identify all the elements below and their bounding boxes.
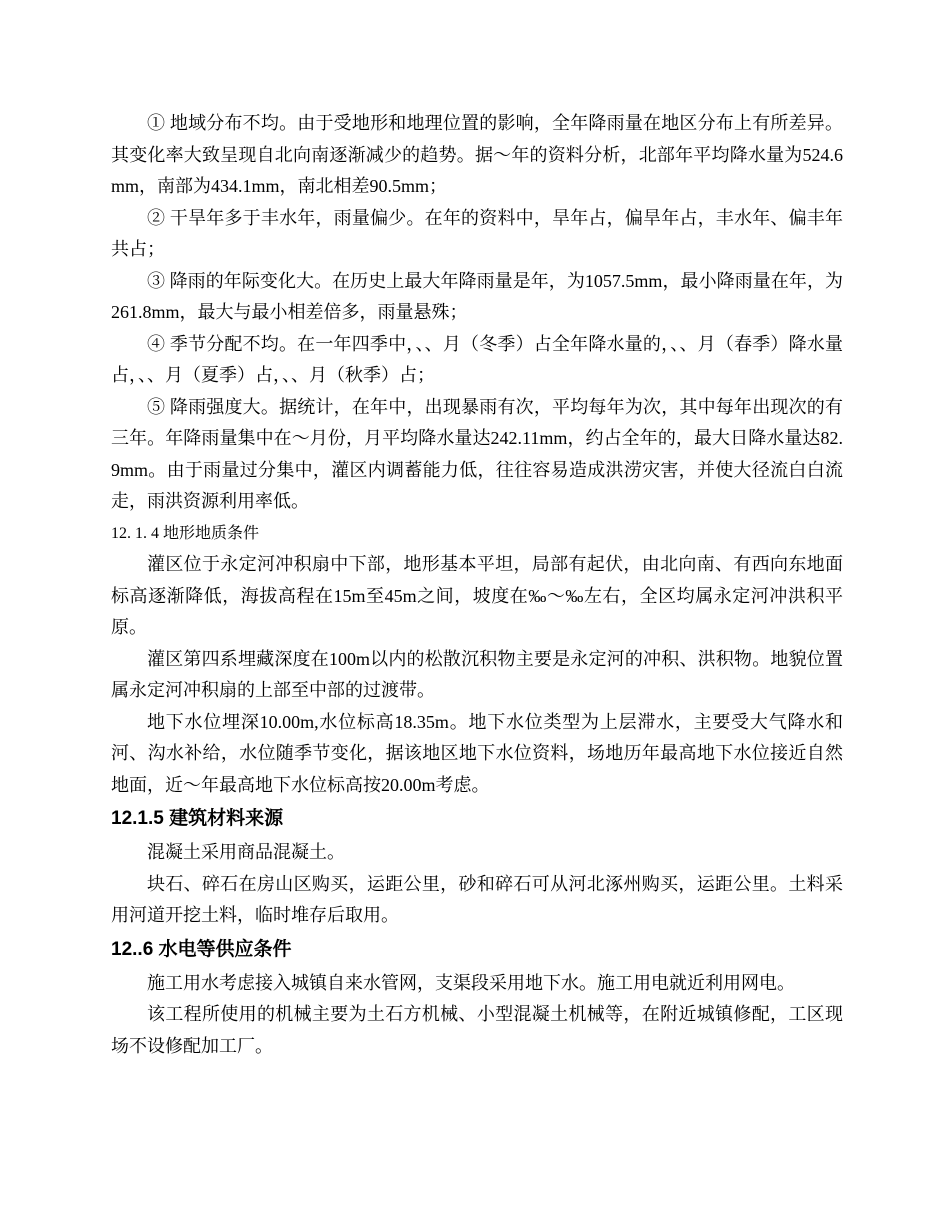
section-heading-water-power-supply: 12..6 水电等供应条件	[111, 938, 292, 960]
document-body	[111, 108, 843, 1062]
subsection-heading-terrain-geology: 12. 1. 4 地形地质条件	[111, 524, 260, 542]
paragraph-stone-sourcing: 块石、碎石在房山区购买，运距公里，砂和碎石可从河北涿州购买，运距公里。土料采用河道开挖土料，临时堆存后取用。	[111, 873, 843, 925]
paragraph-concrete: 混凝土采用商品混凝土。	[147, 842, 345, 862]
paragraph-regional-distribution: ① 地域分布不均。由于受地形和地理位置的影响，全年降雨量在地区分布上有所差异。其变化率大致呈现自北向南逐渐减少的趋势。据～年的资料分析，北部年平均降水量为524.6mm，南部为434.1mm，南北相差90.5mm；	[111, 113, 843, 196]
paragraph-quaternary: 灌区第四系埋藏深度在100m以内的松散沉积物主要是永定河的冲积、洪积物。地貌位置属永定河冲积扇的上部至中部的过渡带。	[111, 648, 843, 700]
paragraph-groundwater: 地下水位埋深10.00m,水位标高18.35m。地下水位类型为上层滞水，主要受大气降水和河、沟水补给，水位随季节变化，据该地区地下水位资料，场地历年最高地下水位接近自然地面，近～年最高地下水位标高按20.00m考虑。	[111, 711, 843, 795]
paragraph-terrain: 灌区位于永定河冲积扇中下部，地形基本平坦，局部有起伏，由北向南、有西向东地面标高逐渐降低，海拔高程在15m至45m之间，坡度在‰～‰左右，全区均属永定河冲洪积平原。	[111, 554, 843, 637]
paragraph-dry-years: ② 干旱年多于丰水年，雨量偏少。在年的资料中，旱年占，偏旱年占，丰水年、偏丰年共占；	[111, 207, 843, 259]
section-heading-building-materials: 12.1.5 建筑材料来源	[111, 808, 284, 829]
paragraph-rain-intensity: ⑤ 降雨强度大。据统计，在年中，出现暴雨有次，平均每年为次，其中每年出现次的有三年。年降雨量集中在～月份，月平均降水量达242.11mm，约占全年的，最大日降水量达82.9mm。由于雨量过分集中，灌区内调蓄能力低，往往容易造成洪涝灾害，并使大径流白白流走，雨洪资源利用率低。	[111, 396, 843, 511]
paragraph-seasonal-distribution: ④ 季节分配不均。在一年四季中，、、月（冬季）占全年降水量的，、、月（春季）降水量占，、、月（夏季）占，、、月（秋季）占；	[111, 333, 843, 385]
paragraph-water-power: 施工用水考虑接入城镇自来水管网，支渠段采用地下水。施工用电就近利用网电。	[147, 972, 795, 993]
paragraph-machinery: 该工程所使用的机械主要为土石方机械、小型混凝土机械等，在附近城镇修配，工区现场不设修配加工厂。	[111, 1004, 843, 1056]
paragraph-interannual-variation: ③ 降雨的年际变化大。在历史上最大年降雨量是年，为1057.5mm，最小降雨量在年，为261.8mm，最大与最小相差倍多，雨量悬殊；	[111, 270, 843, 322]
